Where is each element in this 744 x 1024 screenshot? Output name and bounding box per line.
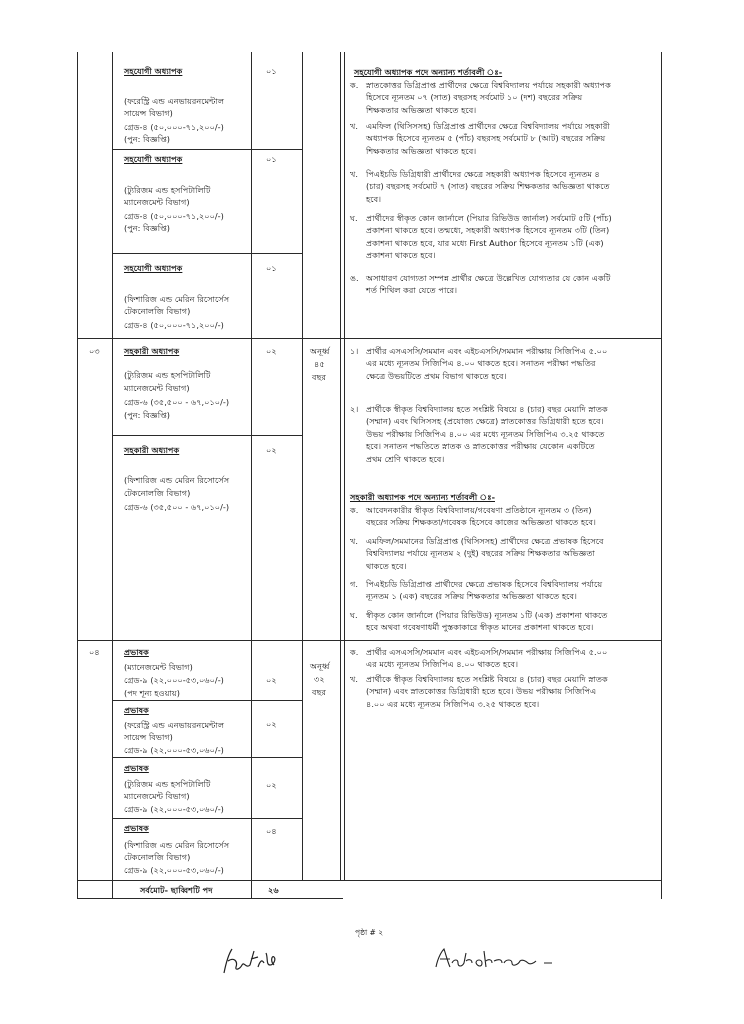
post-dept: ম্যানেজমেন্ট বিভাগ) xyxy=(124,197,190,207)
post-title: প্রভাষক xyxy=(124,647,149,657)
serial-number: ০৩ xyxy=(89,346,100,356)
post-count: ০২ xyxy=(266,780,277,790)
post-title: প্রভাষক xyxy=(124,823,149,833)
post-grade: গ্রেড-৬ (৩৫,৫০০ - ৬৭,০১০/-) xyxy=(124,397,230,407)
post-grade: (পুন: বিজ্ঞপ্তি) xyxy=(124,134,171,144)
condition-item: ঘ. প্রার্থীদের স্বীকৃত কোন জার্নালে (পিয়ার রিভিউড জার্নাল) সর্বমোট ৫টি (পাঁচ) প্রকাশনা থাকতে হবে। তন্মধ্যে, সহকারী অধ্যাপক হিসেবে ন্যূনতম ৩টি (তিন) প্রকাশনা থাকতে হবে, যার মধ্যে First Author হিসেবে ন্যূনতম ১টি (এক) প্রকাশনা থাকতে হবে। xyxy=(350,213,612,261)
post-title: সহকারী অধ্যাপক xyxy=(124,346,180,356)
condition-item: খ. পিএইচডি ডিগ্রিধারী প্রার্থীদের ক্ষেত্রে সহকারী অধ্যাপক হিসেবে ন্যূনতম ৪ (চার) বছরসহ সর্বমোট ৭ (সাত) বছরের সক্রিয় শিক্ষকতার অভিজ্ঞতা থাকতে হবে। xyxy=(350,169,610,204)
post-grade: গ্রেড-৯ (২২,০০০-৫৩,০৬০/-) xyxy=(124,675,224,685)
condition-item: খ. এমফিল/সমমানের ডিগ্রিপ্রাপ্ত (থিসিসসহ) প্রার্থীদের ক্ষেত্রে প্রভাষক হিসেবে বিশ্ববিদ্যালয় পর্যায়ে ন্যূনতম ২ (দুই) বছরের সক্রিয় শিক্ষকতার অভিজ্ঞতা থাকতে হবে। xyxy=(350,536,604,571)
total-label: সর্বমোট- ছাব্বিশটি পদ xyxy=(140,885,213,895)
post-count: ০১ xyxy=(266,66,277,76)
post-dept: (ট্যুরিজম এন্ড হসপিটালিটি xyxy=(124,779,211,789)
post-count: ০২ xyxy=(266,675,277,685)
conditions-title: সহকারী অধ্যাপক পদে অন্যান্য শর্তাবলী ঃ- xyxy=(350,492,495,502)
condition-item: ঘ. স্বীকৃত কোন জার্নালে (পিয়ার রিভিউড) ন্যূনতম ১টি (এক) প্রকাশনা থাকতে হবে অথবা গবেষণাধর্মী পুস্তকাকারে স্বীকৃত মানের প্রকাশনা থাকতে হবে। xyxy=(350,610,608,633)
conditions-title: সহযোগী অধ্যাপক পদে অন্যান্য শর্তাবলী ঃ- xyxy=(354,67,503,77)
post-dept: ম্যানেজমেন্ট বিভাগ) xyxy=(124,383,190,393)
qualification-item: খ. প্রার্থীকে স্বীকৃত বিশ্ববিদ্যালয় হতে সংশ্লিষ্ট বিষয়ে ৪ (চার) বছর মেয়াদি স্নাতক (সম্মান) এবং স্নাতকোত্তর ডিগ্রিধারী হতে হবে। উভয় পরীক্ষায় সিজিপিএ ৪.০০ এর মধ্যে ন্যূনতম সিজিপিএ ৩.২৫ থাকতে হবে। xyxy=(350,674,608,709)
post-count: ০২ xyxy=(266,346,277,356)
post-count: ০১ xyxy=(266,154,277,164)
post-dept: (ফিশারিজ এন্ড মেরিন রিসোর্সেস xyxy=(124,840,230,850)
condition-item: ক. স্নাতকোত্তর ডিগ্রিপ্রাপ্ত প্রার্থীদের ক্ষেত্রে বিশ্ববিদ্যালয় পর্যায়ে সহকারী অধ্যাপক হিসেবে ন্যূনতম ০৭ (সাত) বছরসহ সর্বমোট ১০ (দশ) বছরের সক্রিয় শিক্ষকতার অভিজ্ঞতা থাকতে হবে। xyxy=(350,80,611,115)
total-value: ২৬ xyxy=(268,885,279,895)
qualification-item: ২। প্রার্থীকে স্বীকৃত বিশ্ববিদ্যালয় হতে সংশ্লিষ্ট বিষয়ে ৪ (চার) বছর মেয়াদি স্নাতক (সম্মান) এবং থিসিসসহ (প্রযোজ্য ক্ষেত্রে) স্নাতকোত্তর ডিগ্রিধারী হতে হবে। উভয় পরীক্ষায় সিজিপিএ ৪.০০ এর মধ্যে ন্যূনতম সিজিপিএ ৩.২৫ থাকতে হবে। সনাতন পদ্ধতিতে স্নাতক ও স্নাতকোত্তর পরীক্ষায় যেকোন একটিতে প্রথম শ্রেণি থাকতে হবে। xyxy=(350,404,608,464)
post-grade: গ্রেড-৪ (৫০,০০০-৭১,২০০/-) xyxy=(124,320,224,330)
serial-number: ০৪ xyxy=(89,647,100,657)
post-grade: গ্রেড-৯ (২২,০০০-৫৩,০৬০/-) xyxy=(124,865,224,875)
post-title: সহযোগী অধ্যাপক xyxy=(124,263,183,273)
post-title: প্রভাষক xyxy=(124,763,149,773)
post-title: সহকারী অধ্যাপক xyxy=(124,445,180,455)
signature-right xyxy=(432,945,562,975)
condition-item: ঙ. অসাধারণ যোগ্যতা সম্পন্ন প্রার্থীর ক্ষেত্রে উল্লেখিত যোগ্যতার যে কোন একটি শর্ত শিথিল করা যেতে পারে। xyxy=(350,273,611,296)
post-title: প্রভাষক xyxy=(124,705,149,715)
post-grade: (পদ শূন্য হওয়ায়) xyxy=(124,688,180,698)
post-count: ০২ xyxy=(266,445,277,455)
post-dept: (ফরেস্ট্রি এন্ড এনভায়রনমেন্টাল xyxy=(124,720,225,730)
post-grade: গ্রেড-৯ (২২,০০০-৫৩,০৬০/-) xyxy=(124,745,224,755)
post-grade: গ্রেড-৪ (৫০,০০০-৭১,২০০/-) xyxy=(124,211,224,221)
post-title: সহযোগী অধ্যাপক xyxy=(124,66,183,76)
post-dept: সায়েন্স বিভাগ) xyxy=(124,732,173,742)
document-page: সহযোগী অধ্যাপক (ফরেস্ট্রি এন্ড এনভায়রনমেন্টাল সায়েন্স বিভাগ) গ্রেড-৪ (৫০,০০০-৭১,২০০/-) (পুন: বিজ্ঞপ্তি) ০১ সহযোগী অধ্যাপক (ট্যুরিজম এন্ড হসপিটালিটি ম্যানেজমেন্ট বিভাগ) গ্রেড-৪ (৫০,০০০-৭১,২০০/-) (পুন: বিজ্ঞপ্তি) ০১ সহযোগী অধ্যাপক (ফিশারিজ এন্ড মেরিন রিসোর্সেস টেকনোলজি বিভাগ) গ্রেড-৪ (৫০,০০০-৭১,২০০/-) ০১ সহযোগী অধ্যাপক পদে অন্যান্য শর্তাবলী ঃ- ক. স্নাতকোত্তর ডিগ্রিপ্রাপ্ত প্রার্থীদের ক্ষেত্রে বিশ্ববিদ্যালয় পর্যায়ে সহকারী অধ্যাপক হিসেবে ন্যূনতম ০৭ (সাত) বছরসহ সর্বমোট ১০ (দশ) বছরের সক্রিয় শিক্ষকতার অভিজ্ঞতা থাকতে হবে। খ. এমফিল (থিসিসসহ) ডিগ্রিপ্রাপ্ত প্রার্থীদের ক্ষেত্রে বিশ্ববিদ্যালয় পর্যায়ে সহকারী অধ্যাপক হিসেবে ন্যূনতম ৫ (পাঁচ) বছরসহ সর্বমোট ৮ (আট) বছরের সক্রিয় শিক্ষকতার অভিজ্ঞতা থাকতে হবে। খ. পিএইচডি ডিগ্রিধারী প্রার্থীদের ক্ষেত্রে সহকারী অধ্যাপক হিসেবে ন্যূনতম ৪ (চার) বছরসহ সর্বমোট ৭ (সাত) বছরের সক্রিয় শিক্ষকতার অভিজ্ঞতা থাকতে হবে। ঘ. প্রার্থীদের স্বীকৃত কোন জার্নালে (পিয়ার রিভিউড জার্নাল) সর্বমোট ৫টি (পাঁচ) প্রকাশনা থাকতে হবে। তন্মধ্যে, সহকারী অধ্যাপক হিসেবে ন্যূনতম ৩টি (তিন) প্রকাশনা থাকতে হবে, যার মধ্যে First Author হিসেবে ন্যূনতম ১টি (এক) প্রকাশনা থাকতে হবে। ঙ. অসাধারণ যোগ্যতা সম্পন্ন প্রার্থীর ক্ষেত্রে উল্লেখিত যোগ্যতার যে কোন একটি শর্ত শিথিল করা যেতে পারে। ০৩ সহকারী অধ্যাপক (ট্যুরিজম এন্ড হসপিটালিটি ম্যানেজমেন্ট বিভাগ) গ্রেড-৬ (৩৫,৫০০ - ৬৭,০১০/-) (পুন: বিজ্ঞপ্তি) ০২ সহকারী অধ্যাপক (ফিশারিজ এন্ড মেরিন রিসোর্সেস টেকনোলজি বিভাগ) গ্রেড-৬ (৩৫,৫০০ - ৬৭,০১০/-) ০২ অনূর্ধ্ব ৪৫ বছর ১। প্রার্থীর এসএসসি/সমমান এবং এইচএসসি/সমমান পরীক্ষায় সিজিপিএ ৫.০০ এর মধ্যে ন্যূনতম সিজিপিএ ৪.০০ থাকতে হবে। সনাতন পরীক্ষা পদ্ধতির ক্ষেত্রে উভয়টিতে প্রথম বিভাগ থাকতে হবে। ২। প্রার্থীকে স্বীকৃত বিশ্ববিদ্যালয় হতে সংশ্লিষ্ট বিষয়ে ৪ (চার) বছর মেয়াদি স্নাতক (সম্মান) এবং থিসিসসহ (প্রযোজ্য ক্ষেত্রে) স্নাতকোত্তর ডিগ্রিধারী হতে হবে। উভয় পরীক্ষায় সিজিপিএ ৪.০০ এর মধ্যে ন্যূনতম সিজিপিএ ৩.২৫ থাকতে হবে। সনাতন পদ্ধতিতে স্নাতক ও স্নাতকোত্তর পরীক্ষায় যেকোন একটিতে প্রথম শ্রেণি থাকতে হবে। সহকারী অধ্যাপক পদে অন্যান্য শর্তাবলী ঃ- ক. আবেদনকারীর স্বীকৃত বিশ্ববিদ্যালয়/গবেষণা প্রতিষ্ঠানে ন্যূনতম ৩ (তিন) বছরের সক্রিয় শিক্ষকতা/গবেষক হিসেবে কাজের অভিজ্ঞতা থাকতে হবে। খ. এমফিল/সমমানের ডিগ্রিপ্রাপ্ত (থিসিসসহ) প্রার্থীদের ক্ষেত্রে প্রভাষক হিসেবে বিশ্ববিদ্যালয় পর্যায়ে ন্যূনতম ২ (দুই) বছরের সক্রিয় শিক্ষকতার অভিজ্ঞতা থাকতে হবে। গ. পিএইচডি ডিগ্রিপ্রাপ্ত প্রার্থীদের ক্ষেত্রে প্রভাষক হিসেবে বিশ্ববিদ্যালয় পর্যায়ে ন্যূনতম ১ (এক) বছরের সক্রিয় শিক্ষকতার অভিজ্ঞতা থাকতে হবে। ঘ. স্বীকৃত কোন জার্নালে (পিয়ার রিভিউড) ন্যূনতম ১টি (এক) প্রকাশনা থাকতে হবে অথবা গবেষণাধর্মী পুস্তকাকারে স্বীকৃত মানের প্রকাশনা থাকতে হবে। ০৪ প্রভাষক (ম্যানেজমেন্ট বিভাগ) গ্রেড-৯ (২২,০০০-৫৩,০৬০/-) (পদ শূন্য হওয়ায়) ০২ প্রভাষক (ফরেস্ট্রি এন্ড এনভায়রনমেন্টাল সায়েন্স বিভাগ) গ্রেড-৯ (২২,০০০-৫৩,০৬০/-) ০২ প্রভাষক (ট্যুরিজম এন্ড হসপিটালিটি ম্যানেজমেন্ট বিভাগ) গ্রেড-৯ (২২,০০০-৫৩,০৬০/-) ০২ প্রভাষক (ফিশারিজ এন্ড মেরিন রিসোর্সেস টেকনোলজি বিভাগ) গ্রেড-৯ (২২,০০০-৫৩,০৬০/-) ০৪ অনূর্ধ্ব ৩২ বছর ক. প্রার্থীর এসএসসি/সমমান এবং এইচএসসি/সমমান পরীক্ষায় সিজিপিএ ৫.০০ এর মধ্যে ন্যূনতম সিজিপিএ ৪.০০ থাকতে হবে। খ. প্রার্থীকে স্বীকৃত বিশ্ববিদ্যালয় হতে সংশ্লিষ্ট বিষয়ে ৪ (চার) বছর মেয়াদি স্নাতক (সম্মান) এবং স্নাতকোত্তর ডিগ্রিধারী হতে হবে। উভয় পরীক্ষায় সিজিপিএ ৪.০০ এর মধ্যে ন্যূনতম সিজিপিএ ৩.২৫ থাকতে হবে। সর্বমোট- ছাব্বিশটি পদ ২৬ পৃষ্ঠা # ২ xyxy=(0,0,744,1024)
post-dept: (ম্যানেজমেন্ট বিভাগ) xyxy=(124,662,193,672)
post-dept: টেকনোলজি বিভাগ) xyxy=(124,306,191,316)
qualification-item: ক. প্রার্থীর এসএসসি/সমমান এবং এইচএসসি/সমমান পরীক্ষায় সিজিপিএ ৫.০০ এর মধ্যে ন্যূনতম সিজিপিএ ৪.০০ থাকতে হবে। xyxy=(350,647,608,670)
condition-item: গ. পিএইচডি ডিগ্রিপ্রাপ্ত প্রার্থীদের ক্ষেত্রে প্রভাষক হিসেবে বিশ্ববিদ্যালয় পর্যায়ে ন্যূনতম ১ (এক) বছরের সক্রিয় শিক্ষকতার অভিজ্ঞতা থাকতে হবে। xyxy=(350,579,603,602)
post-count: ০৪ xyxy=(266,826,277,836)
post-dept: (ট্যুরিজম এন্ড হসপিটালিটি xyxy=(124,185,211,195)
post-dept: (ট্যুরিজম এন্ড হসপিটালিটি xyxy=(124,370,211,380)
post-dept: টেকনোলজি বিভাগ) xyxy=(124,852,191,862)
post-grade: গ্রেড-৯ (২২,০০০-৫৩,০৬০/-) xyxy=(124,804,224,814)
post-dept: (ফিশারিজ এন্ড মেরিন রিসোর্সেস xyxy=(124,475,230,485)
post-count: ০২ xyxy=(266,719,277,729)
post-dept: ম্যানেজমেন্ট বিভাগ) xyxy=(124,791,190,801)
post-dept: টেকনোলজি বিভাগ) xyxy=(124,488,191,498)
post-dept: সায়েন্স বিভাগ) xyxy=(124,108,173,118)
condition-item: ক. আবেদনকারীর স্বীকৃত বিশ্ববিদ্যালয়/গবেষণা প্রতিষ্ঠানে ন্যূনতম ৩ (তিন) বছরের সক্রিয় শিক্ষকতা/গবেষক হিসেবে কাজের অভিজ্ঞতা থাকতে হবে। xyxy=(350,505,596,528)
post-grade: (পুন: বিজ্ঞপ্তি) xyxy=(124,223,171,233)
page-number: পৃষ্ঠা # ২ xyxy=(355,928,384,937)
qualification-item: ১। প্রার্থীর এসএসসি/সমমান এবং এইচএসসি/সমমান পরীক্ষায় সিজিপিএ ৫.০০ এর মধ্যে ন্যূনতম সিজিপিএ ৪.০০ থাকতে হবে। সনাতন পরীক্ষা পদ্ধতির ক্ষেত্রে উভয়টিতে প্রথম বিভাগ থাকতে হবে। xyxy=(350,346,608,381)
post-dept: (ফিশারিজ এন্ড মেরিন রিসোর্সেস xyxy=(124,294,230,304)
post-grade: গ্রেড-৪ (৫০,০০০-৭১,২০০/-) xyxy=(124,122,224,132)
post-grade: গ্রেড-৬ (৩৫,৫০০ - ৬৭,০১০/-) xyxy=(124,502,230,512)
post-title: সহযোগী অধ্যাপক xyxy=(124,154,183,164)
post-dept: (ফরেস্ট্রি এন্ড এনভায়রনমেন্টাল xyxy=(124,96,225,106)
condition-item: খ. এমফিল (থিসিসসহ) ডিগ্রিপ্রাপ্ত প্রার্থীদের ক্ষেত্রে বিশ্ববিদ্যালয় পর্যায়ে সহকারী অধ্যাপক হিসেবে ন্যূনতম ৫ (পাঁচ) বছরসহ সর্বমোট ৮ (আট) বছরের সক্রিয় শিক্ষকতার অভিজ্ঞতা থাকতে হবে। xyxy=(350,121,610,156)
post-count: ০১ xyxy=(266,263,277,273)
post-grade: (পুন: বিজ্ঞপ্তি) xyxy=(124,410,171,420)
signature-left xyxy=(218,935,293,980)
